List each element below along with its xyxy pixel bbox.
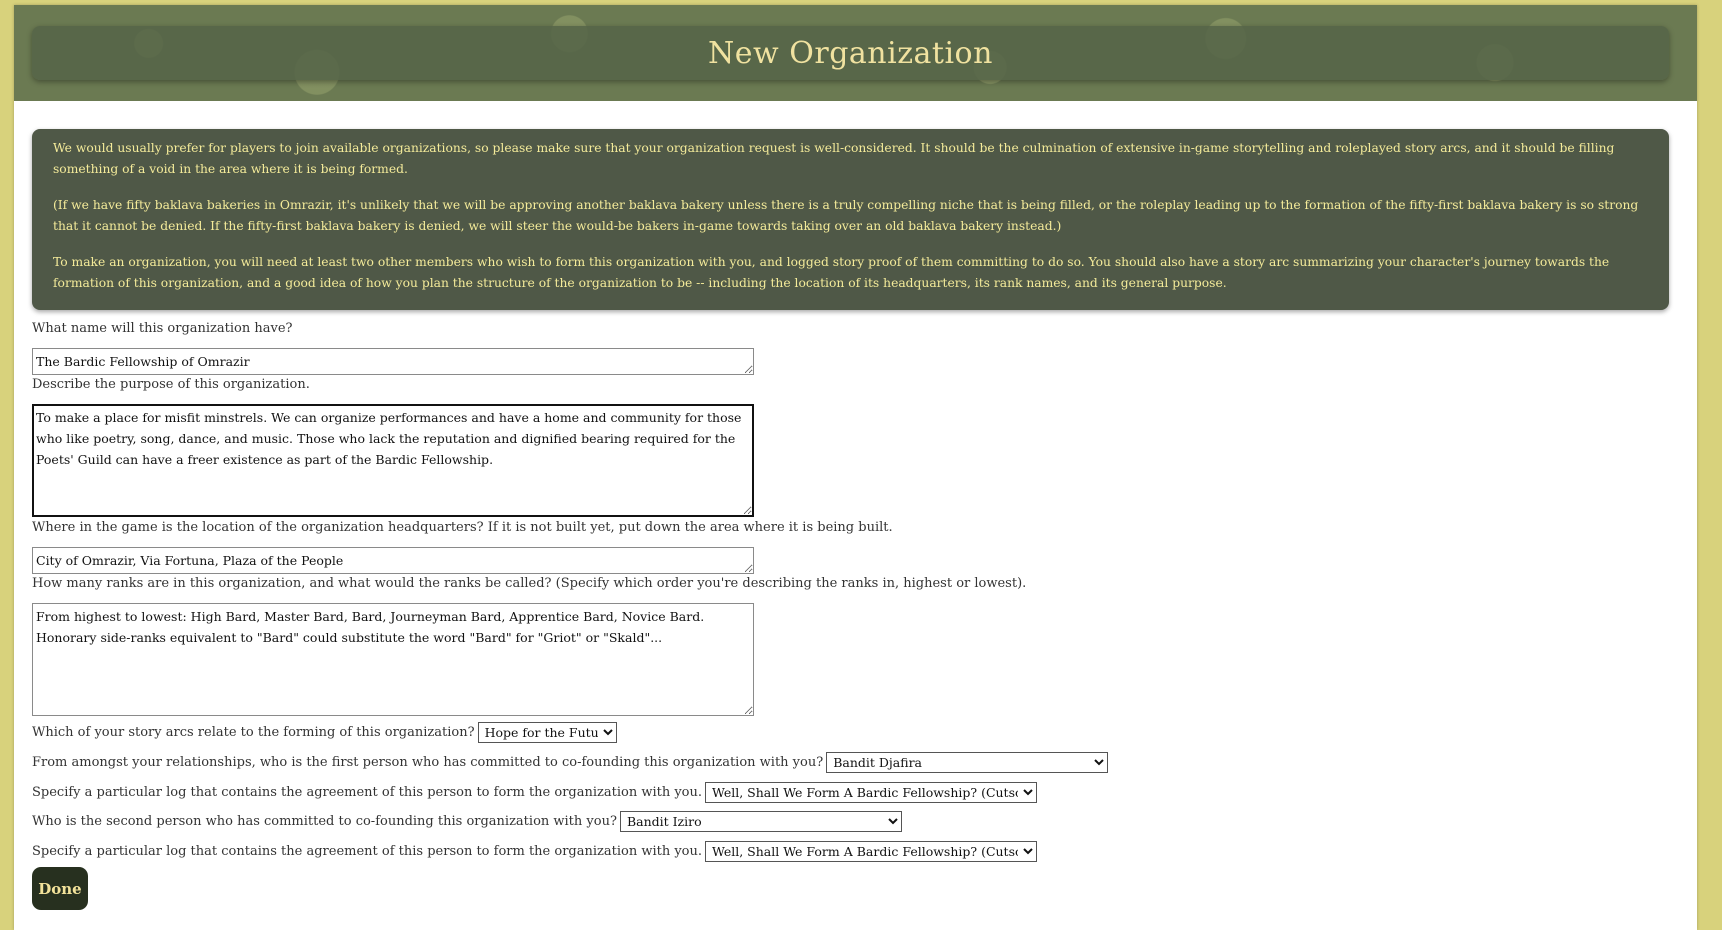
second-person-row [32, 811, 902, 832]
name-input[interactable] [32, 348, 754, 375]
header-banner [14, 5, 1697, 101]
location-input[interactable] [32, 547, 754, 574]
story-arc-select[interactable] [478, 722, 617, 743]
done-button[interactable]: Done [32, 867, 88, 910]
page-frame [14, 5, 1697, 930]
page-title: New Organization [708, 35, 993, 71]
purpose-input[interactable] [32, 404, 754, 517]
story-arc-row [32, 722, 617, 743]
ranks-label: How many ranks are in this organization, and what would the ranks be called? (Specify which order you're describing the ranks in, highest or lowest). [32, 576, 1027, 591]
notice-paragraph-1: We would usually prefer for players to join available organizations, so please make sure that your organization request is well-considered. It should be the culmination of extensive in-game storytelling and roleplayed story arcs, and it should be filling something of a void in the area where it is being formed. [53, 141, 1615, 176]
second-person-select[interactable] [620, 811, 902, 832]
notice-paragraph-3: To make an organization, you will need at least two other members who wish to form this organization with you, and logged story proof of them committing to do so. You should also have a story arc summarizing your character's journey towards the formation of this organization, and a good idea of how you plan the structure of the organization to be -- including the location of its headquarters, its rank names, and its general purpose. [53, 255, 1610, 290]
first-log-row [32, 782, 1037, 803]
first-person-row [32, 752, 1108, 773]
name-label: What name will this organization have? [32, 321, 293, 336]
location-label: Where in the game is the location of the organization headquarters? If it is not built yet, put down the area where it is being built. [32, 520, 893, 535]
purpose-label: Describe the purpose of this organization. [32, 377, 310, 392]
notice-paragraph-2: (If we have fifty baklava bakeries in Omrazir, it's unlikely that we will be approving another baklava bakery unless there is a truly compelling niche that is being filled, or the roleplay leading up to the formation of the fifty-first baklava bakery is so strong that it cannot be denied. If the fifty-first baklava bakery is denied, we will steer the would-be bakers in-game towards taking over an old baklava bakery instead.) [53, 198, 1639, 233]
first-log-select[interactable] [705, 782, 1037, 803]
header-title-bar [32, 26, 1669, 80]
ranks-input[interactable] [32, 603, 754, 716]
story-arc-label: Which of your story arcs relate to the forming of this organization? [32, 725, 475, 740]
first-person-label: From amongst your relationships, who is the first person who has committed to co-founding this organization with you? [32, 755, 824, 770]
second-log-select[interactable] [705, 841, 1037, 862]
second-person-label: Who is the second person who has committed to co-founding this organization with you? [32, 814, 617, 829]
info-notice [32, 129, 1669, 310]
first-log-label: Specify a particular log that contains the agreement of this person to form the organization with you. [32, 785, 703, 800]
second-log-label: Specify a particular log that contains the agreement of this person to form the organization with you. [32, 844, 703, 859]
second-log-row [32, 841, 1037, 862]
first-person-select[interactable] [826, 752, 1108, 773]
